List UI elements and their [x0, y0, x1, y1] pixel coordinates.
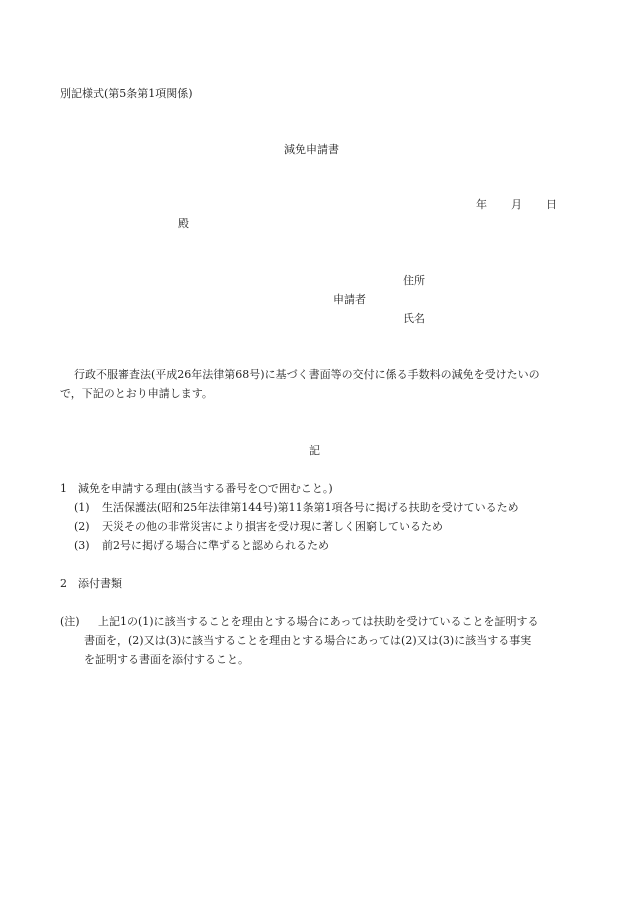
- section-1-number: 1: [60, 482, 67, 495]
- addressee-suffix: 殿: [178, 217, 189, 230]
- document-title: 減免申請書: [284, 143, 339, 156]
- reason-item-2-text: 天災その他の非常災害により損害を受け現に著しく困窮しているため: [102, 520, 443, 533]
- date-day-label: 日: [546, 198, 557, 211]
- reason-item-3-text: 前2号に掲げる場合に準ずると認められるため: [102, 539, 329, 552]
- body-text-line-1: 行政不服審査法(平成26年法律第68号)に基づく書面等の交付に係る手数料の減免を受けたいの: [74, 368, 540, 381]
- body-text-line-2: で，下記のとおり申請します。: [60, 387, 213, 400]
- applicant-label: 申請者: [333, 293, 366, 306]
- ki-heading: 記: [309, 444, 320, 457]
- address-label: 住所: [403, 274, 425, 287]
- note-line-2: 書面を，(2)又は(3)に該当することを理由とする場合にあっては(2)又は(3)に該当する事実: [84, 634, 532, 647]
- note-line-3: を証明する書面を添付すること。: [84, 653, 249, 666]
- name-label: 氏名: [403, 312, 425, 325]
- reason-item-2-number: (2): [74, 520, 90, 533]
- reason-item-1-text: 生活保護法(昭和25年法律第144号)第11条第1項各号に掲げる扶助を受けているため: [102, 501, 519, 514]
- date-year-label: 年: [476, 198, 487, 211]
- note-label: (注): [60, 615, 80, 628]
- section-2-heading: 添付書類: [78, 577, 122, 590]
- reason-item-1-number: (1): [74, 501, 90, 514]
- form-label: 別記様式(第5条第1項関係): [60, 87, 193, 100]
- section-2-number: 2: [60, 577, 67, 590]
- section-1-heading: 減免を申請する理由(該当する番号を○で囲むこと。): [78, 482, 333, 495]
- reason-item-3-number: (3): [74, 539, 90, 552]
- note-line-1: 上記1の(1)に該当することを理由とする場合にあっては扶助を受けていることを証明する: [98, 615, 539, 628]
- date-month-label: 月: [511, 198, 522, 211]
